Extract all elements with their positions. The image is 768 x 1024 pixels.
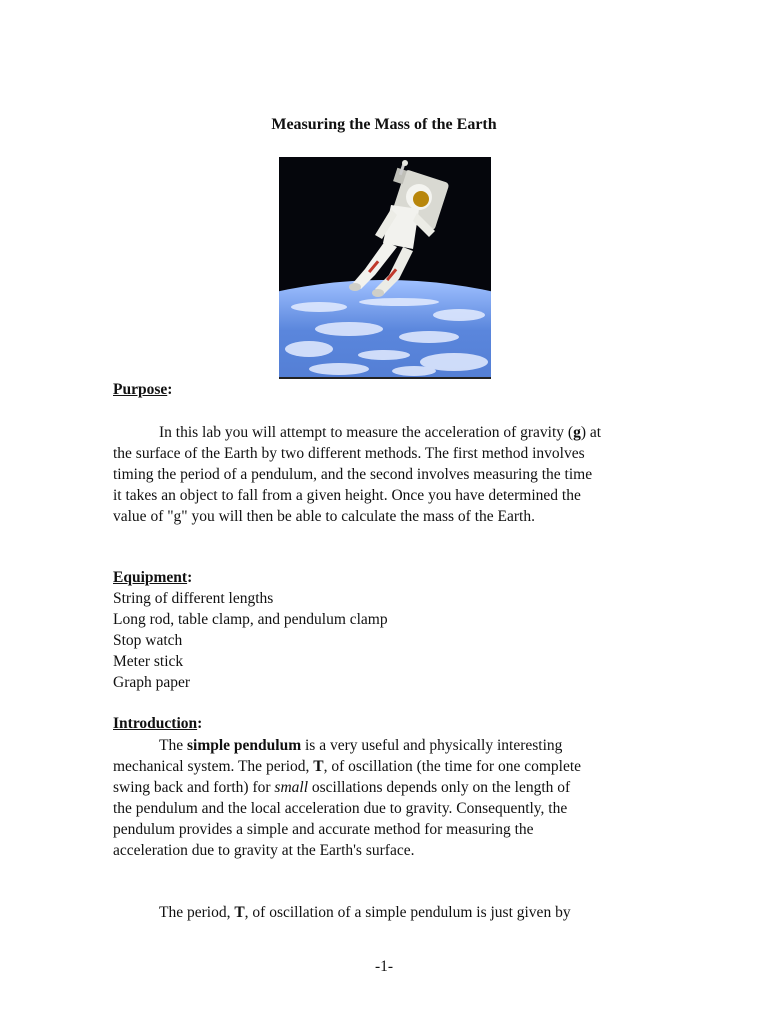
intro-line-5: pendulum provides a simple and accurate method for measuring the (113, 821, 534, 838)
purpose-line-3: timing the period of a pendulum, and the second involves measuring the time (113, 466, 593, 483)
page-title: Measuring the Mass of the Earth (271, 116, 497, 133)
intro-line-6: acceleration due to gravity at the Earth's surface. (113, 842, 415, 859)
intro-line-3-end: oscillations depends only on the length of (308, 779, 571, 796)
equipment-heading (113, 567, 673, 588)
astronaut-over-earth-illustration (279, 157, 491, 377)
equipment-item: Meter stick (113, 653, 184, 670)
equipment-item: Long rod, table clamp, and pendulum clamp (113, 611, 388, 628)
intro-line-2-end: , of oscillation (the time for one complete (323, 758, 582, 775)
equipment-item: Stop watch (113, 632, 183, 649)
intro-line-1 (113, 735, 673, 756)
equipment-heading-label: Equipment (113, 569, 188, 586)
period-symbol-2: T (234, 904, 245, 921)
period-line (113, 902, 673, 923)
purpose-heading (113, 379, 673, 400)
period-line-end: , of oscillation of a simple pendulum is just given by (244, 904, 571, 921)
period-statement (113, 902, 673, 923)
purpose-line-1 (113, 422, 673, 443)
intro-line-1-end: is a very useful and physically interesting (301, 737, 563, 754)
equipment-list (113, 588, 673, 693)
purpose-line-1-text: In this lab you will attempt to measure the acceleration of gravity ( (159, 424, 574, 441)
small-emphasis: small (274, 779, 309, 796)
equipment-item: String of different lengths (113, 590, 274, 607)
page-number: -1- (374, 958, 394, 975)
introduction-heading-colon: : (197, 715, 203, 732)
purpose-line-4: it takes an object to fall from a given height. Once you have determined the (113, 487, 581, 504)
simple-pendulum-term: simple pendulum (186, 737, 302, 754)
intro-line-2 (113, 756, 673, 777)
intro-line-1-start: The (159, 737, 187, 754)
intro-line-4: the pendulum and the local acceleration due to gravity. Consequently, the (113, 800, 568, 817)
introduction-paragraph (113, 735, 673, 861)
gravity-symbol: g (573, 424, 581, 441)
purpose-heading-label: Purpose (113, 381, 168, 398)
equipment-item: Graph paper (113, 674, 191, 691)
period-line-start: The period, (159, 904, 235, 921)
introduction-heading (113, 713, 673, 734)
astronaut-photo (279, 157, 491, 379)
equipment-heading-colon: : (187, 569, 193, 586)
purpose-paragraph (113, 422, 673, 527)
intro-line-3-start: swing back and forth) for (113, 779, 275, 796)
intro-line-2-start: mechanical system. The period, (113, 758, 314, 775)
purpose-line-5: value of "g" you will then be able to calculate the mass of the Earth. (113, 508, 535, 525)
purpose-line-1-end: ) at (580, 424, 602, 441)
purpose-heading-colon: : (167, 381, 173, 398)
introduction-heading-label: Introduction (113, 715, 198, 732)
intro-line-3 (113, 777, 673, 798)
period-symbol: T (313, 758, 324, 775)
purpose-line-2: the surface of the Earth by two different methods. The first method involves (113, 445, 585, 462)
